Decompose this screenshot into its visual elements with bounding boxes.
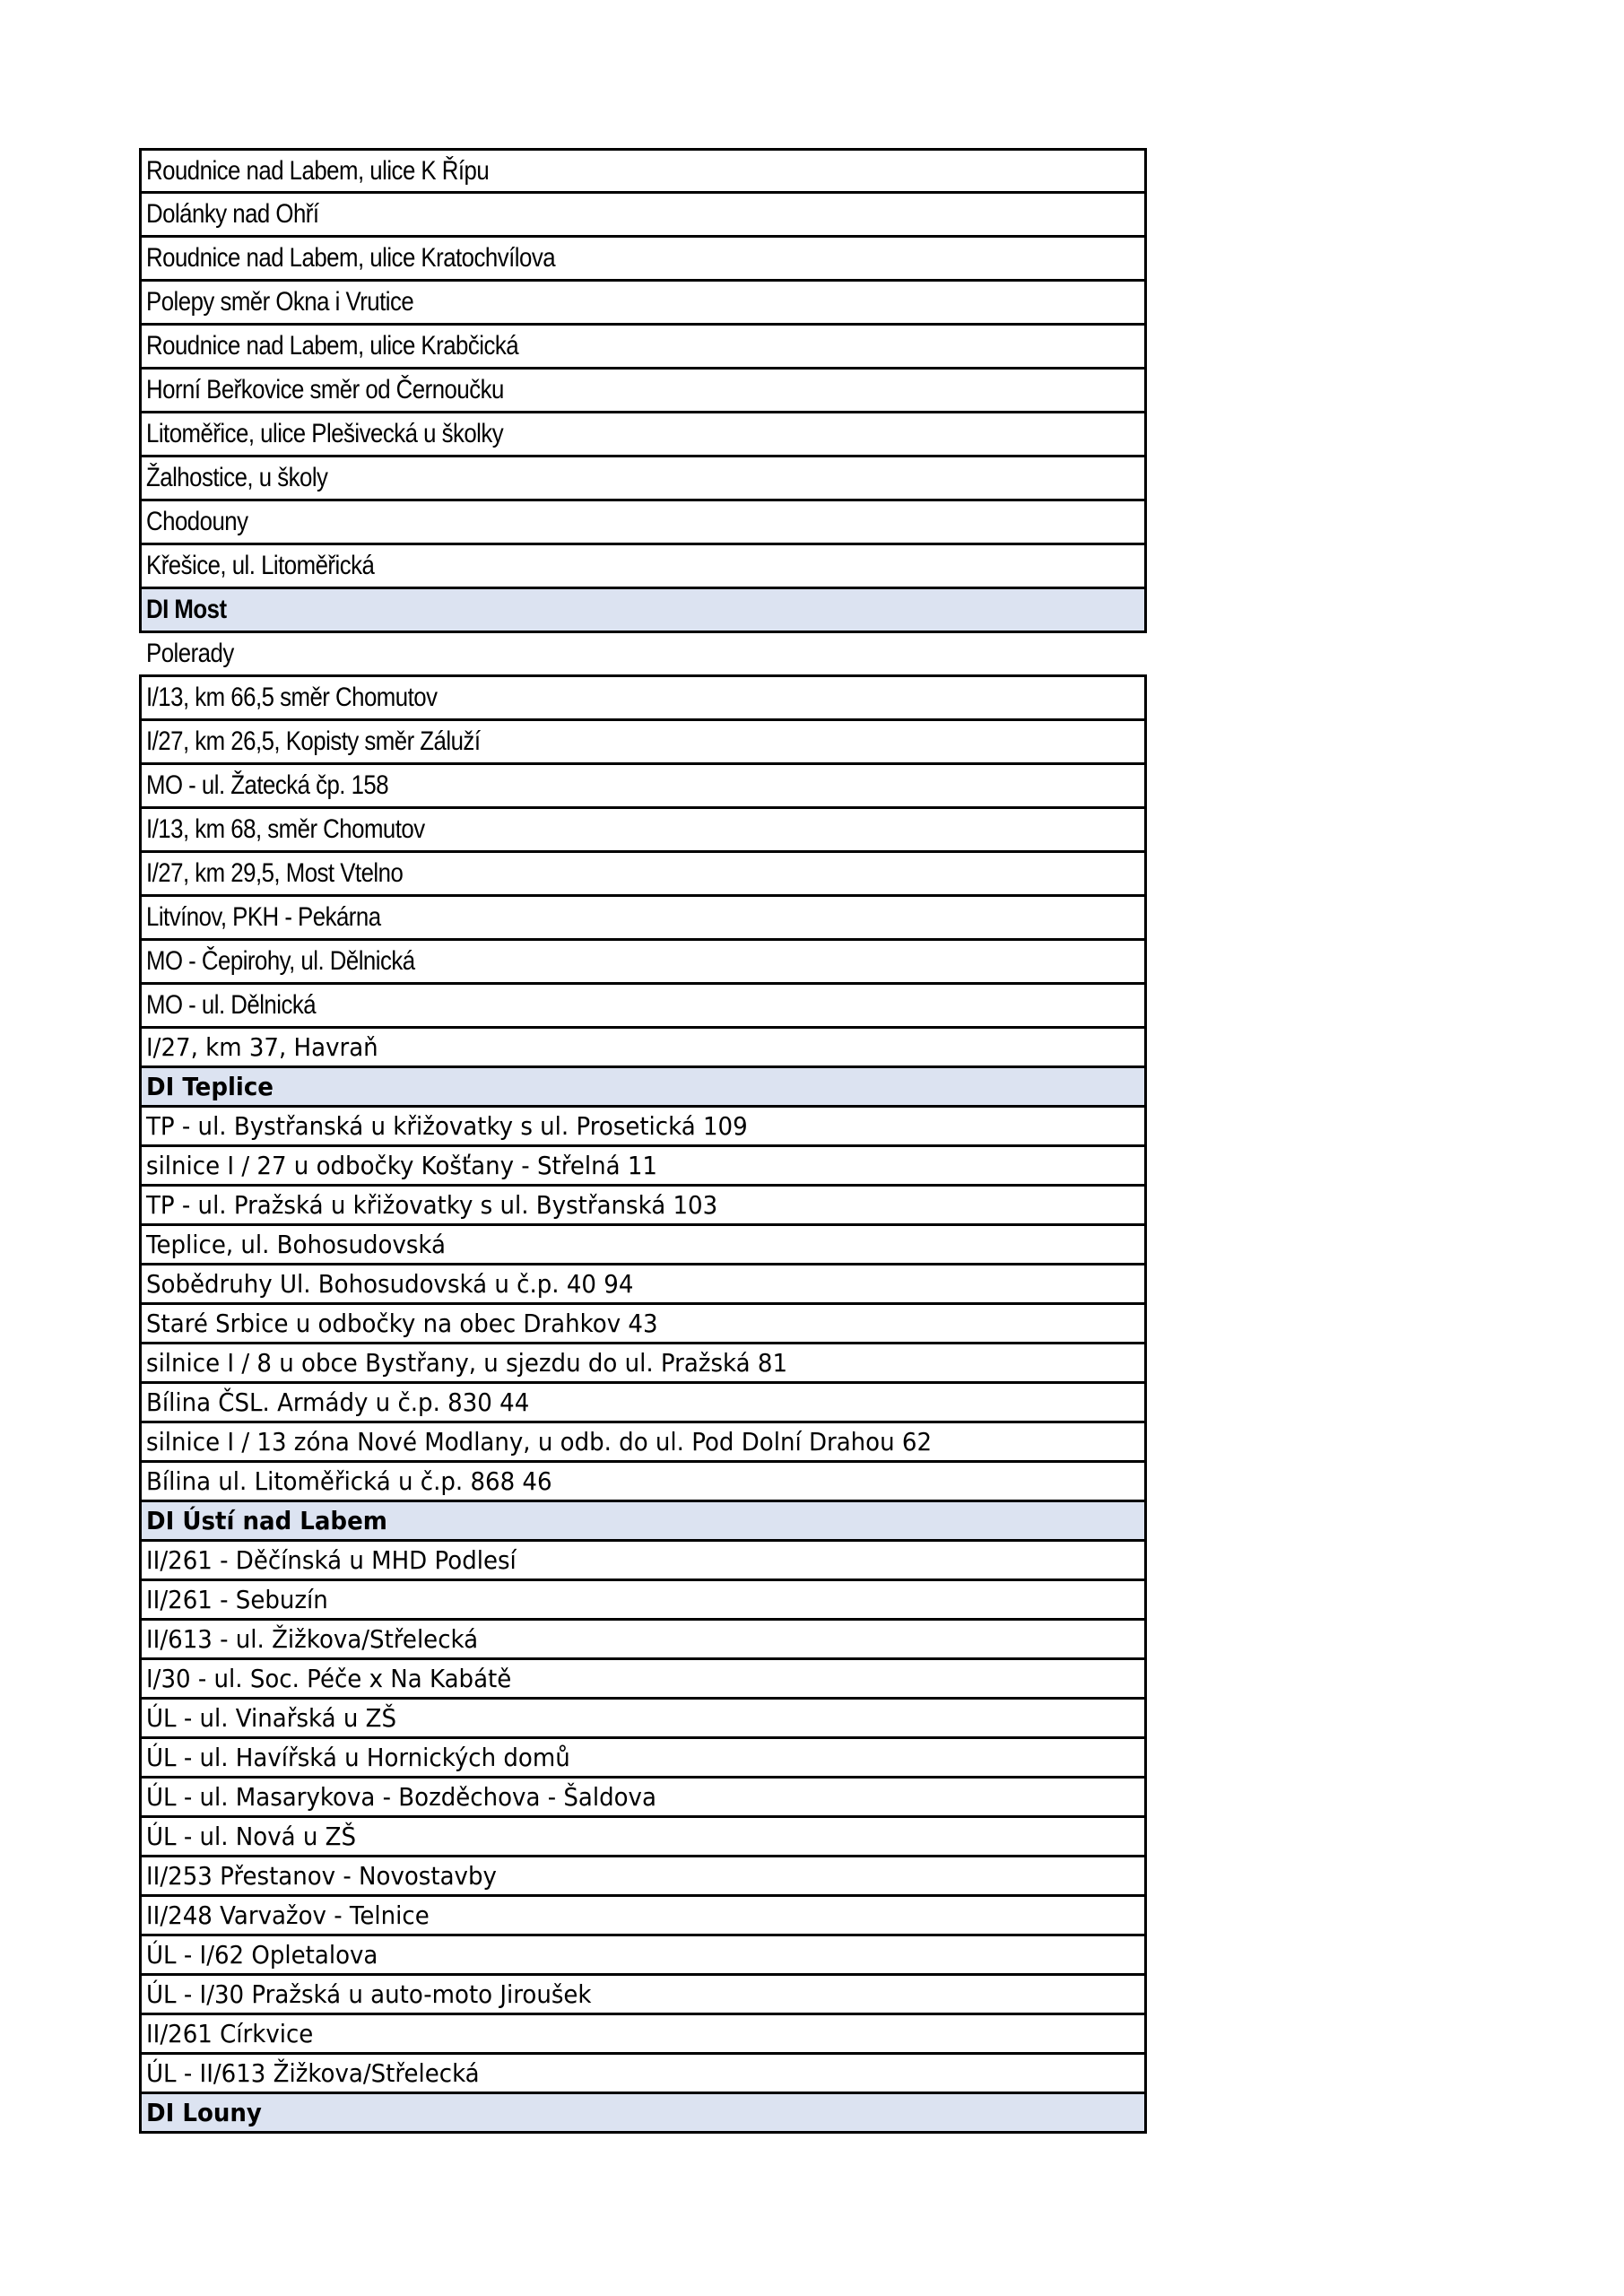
table-row: II/253 Přestanov - Novostavby bbox=[139, 1855, 1147, 1897]
table-row: Roudnice nad Labem, ulice Krabčická bbox=[139, 323, 1147, 370]
table-row: Polerady bbox=[146, 639, 234, 668]
section-heading: DI Louny bbox=[139, 2092, 1147, 2134]
table-row: I/13, km 68, směr Chomutov bbox=[139, 806, 1147, 853]
table-row: Teplice, ul. Bohosudovská bbox=[139, 1223, 1147, 1265]
table-row: TP - ul. Pražská u křižovatky s ul. Bystřanská 103 bbox=[139, 1184, 1147, 1226]
table-row: Sobědruhy Ul. Bohosudovská u č.p. 40 94 bbox=[139, 1263, 1147, 1305]
table-row: ÚL - ul. Nová u ZŠ bbox=[139, 1815, 1147, 1857]
table-row: I/30 - ul. Soc. Péče x Na Kabátě bbox=[139, 1657, 1147, 1700]
table-row: TP - ul. Bystřanská u křižovatky s ul. Prosetická 109 bbox=[139, 1105, 1147, 1147]
table-row: Chodouny bbox=[139, 499, 1147, 545]
section-heading: DI Teplice bbox=[139, 1065, 1147, 1108]
table-row: Křešice, ul. Litoměřická bbox=[139, 543, 1147, 589]
table-row: ÚL - I/62 Opletalova bbox=[139, 1934, 1147, 1976]
table-row: MO - ul. Žatecká čp. 158 bbox=[139, 762, 1147, 809]
table-row: silnice I / 13 zóna Nové Modlany, u odb. do ul. Pod Dolní Drahou 62 bbox=[139, 1421, 1147, 1463]
table-row: ÚL - I/30 Pražská u auto-moto Jiroušek bbox=[139, 1973, 1147, 2015]
table-row: II/261 Církvice bbox=[139, 2013, 1147, 2055]
table-row: II/261 - Sebuzín bbox=[139, 1578, 1147, 1621]
table-row: MO - Čepirohy, ul. Dělnická bbox=[139, 938, 1147, 985]
table-row: ÚL - ul. Vinařská u ZŠ bbox=[139, 1697, 1147, 1739]
table-row: II/613 - ul. Žižkova/Střelecká bbox=[139, 1618, 1147, 1660]
table-row: Polepy směr Okna i Vrutice bbox=[139, 279, 1147, 326]
table-row: I/13, km 66,5 směr Chomutov bbox=[139, 674, 1147, 721]
table-row: Bílina ul. Litoměřická u č.p. 868 46 bbox=[139, 1460, 1147, 1502]
table-row: silnice I / 27 u odbočky Košťany - Střelná 11 bbox=[139, 1144, 1147, 1187]
table-row: silnice I / 8 u obce Bystřany, u sjezdu do ul. Pražská 81 bbox=[139, 1342, 1147, 1384]
table-row: Roudnice nad Labem, ulice Kratochvílova bbox=[139, 235, 1147, 282]
table-row: Roudnice nad Labem, ulice K Řípu bbox=[139, 148, 1147, 194]
table-row: Bílina ČSL. Armády u č.p. 830 44 bbox=[139, 1381, 1147, 1423]
table-row: ÚL - ul. Masarykova - Bozděchova - Šaldova bbox=[139, 1776, 1147, 1818]
section-heading: DI Most bbox=[139, 587, 1147, 633]
table-row: Žalhostice, u školy bbox=[139, 455, 1147, 501]
table-row: I/27, km 37, Havraň bbox=[139, 1026, 1147, 1068]
table-row: MO - ul. Dělnická bbox=[139, 982, 1147, 1029]
table-row: Litoměřice, ulice Plešivecká u školky bbox=[139, 411, 1147, 457]
table-row: II/248 Varvažov - Telnice bbox=[139, 1894, 1147, 1936]
table-row: Litvínov, PKH - Pekárna bbox=[139, 894, 1147, 941]
section-heading: DI Ústí nad Labem bbox=[139, 1500, 1147, 1542]
table-row: I/27, km 26,5, Kopisty směr Záluží bbox=[139, 718, 1147, 765]
table-row: Staré Srbice u odbočky na obec Drahkov 43 bbox=[139, 1302, 1147, 1344]
table-row: ÚL - ul. Havířská u Hornických domů bbox=[139, 1736, 1147, 1779]
table-row: Dolánky nad Ohří bbox=[139, 191, 1147, 238]
table-row: I/27, km 29,5, Most Vtelno bbox=[139, 850, 1147, 897]
table-row: II/261 - Děčínská u MHD Podlesí bbox=[139, 1539, 1147, 1581]
table-row: ÚL - II/613 Žižkova/Střelecká bbox=[139, 2052, 1147, 2094]
table-row: Horní Beřkovice směr od Černoučku bbox=[139, 367, 1147, 413]
